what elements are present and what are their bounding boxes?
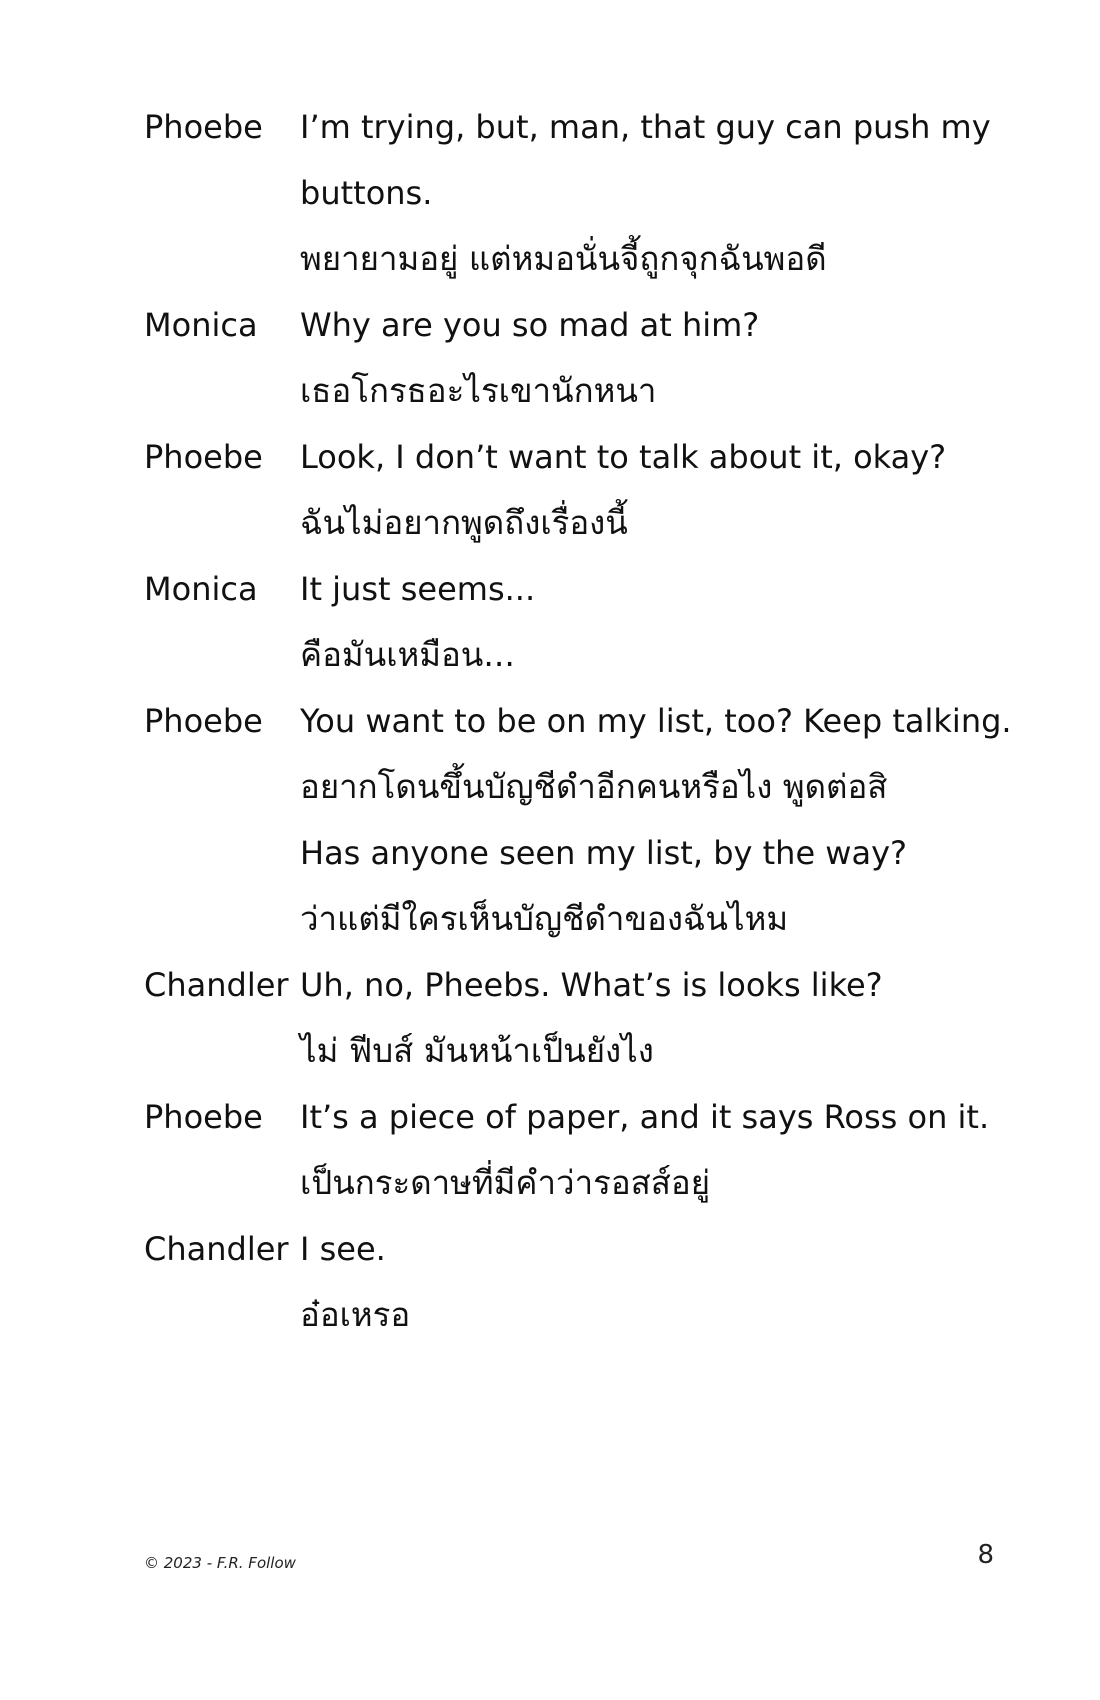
speaker-name: Chandler (144, 1230, 289, 1268)
speaker-name: Phoebe (144, 438, 263, 476)
dialogue-entry (144, 292, 1024, 424)
english-line: It’s a piece of paper, and it says Ross on it. (300, 1098, 990, 1136)
thai-translation-line: อ๋อเหรอ (300, 1295, 411, 1334)
dialogue-lines (300, 1084, 1024, 1216)
english-line: I’m trying, but, man, that guy can push my buttons. (300, 108, 991, 212)
english-line: It just seems... (300, 570, 536, 608)
dialogue-entry (144, 1216, 1024, 1348)
thai-translation-line: อยากโดนขึ้นบัญชีดำอีกคนหรือไง พูดต่อสิ (300, 767, 888, 806)
speaker-name: Phoebe (144, 108, 263, 146)
thai-translation-line: เป็นกระดาษที่มีคำว่ารอสส์อยู่ (300, 1163, 711, 1202)
english-line: You want to be on my list, too? Keep talking. (300, 702, 1012, 740)
thai-translation-line: พยายามอยู่ แต่หมอนั่นจี้ถูกจุกฉันพอดี (300, 239, 827, 278)
english-line: Why are you so mad at him? (300, 306, 760, 344)
dialogue-lines (300, 424, 1024, 556)
thai-translation-line: ไม่ ฟีบส์ มันหน้าเป็นยังไง (300, 1031, 654, 1070)
dialogue-entry (144, 952, 1024, 1084)
dialogue-lines (300, 94, 1024, 292)
speaker-name: Phoebe (144, 1098, 263, 1136)
copyright-notice: © 2023 - F.R. Follow (144, 1554, 296, 1572)
thai-translation-line: ฉันไม่อยากพูดถึงเรื่องนี้ (300, 503, 628, 542)
dialogue-entry (144, 556, 1024, 688)
english-line: Uh, no, Pheebs. What’s is looks like? (300, 966, 883, 1004)
english-line: Look, I don’t want to talk about it, okay? (300, 438, 947, 476)
speaker-name: Phoebe (144, 702, 263, 740)
dialogue-entry (144, 424, 1024, 556)
page-number: 8 (977, 1540, 994, 1570)
dialogue-lines (300, 556, 1024, 688)
speaker-name: Monica (144, 570, 258, 608)
script-dialogue (144, 94, 1024, 1348)
english-line: I see. (300, 1230, 386, 1268)
thai-translation-line: คือมันเหมือน... (300, 635, 515, 674)
english-line: Has anyone seen my list, by the way? (300, 834, 907, 872)
dialogue-entry (144, 94, 1024, 292)
dialogue-lines (300, 1216, 1024, 1348)
dialogue-lines (300, 292, 1024, 424)
dialogue-lines (300, 688, 1024, 952)
dialogue-lines (300, 952, 1024, 1084)
speaker-name: Monica (144, 306, 258, 344)
thai-translation-line: เธอโกรธอะไรเขานักหนา (300, 371, 657, 410)
dialogue-entry (144, 688, 1024, 952)
speaker-name: Chandler (144, 966, 289, 1004)
thai-translation-line: ว่าแต่มีใครเห็นบัญชีดำของฉันไหม (300, 899, 789, 938)
dialogue-entry (144, 1084, 1024, 1216)
